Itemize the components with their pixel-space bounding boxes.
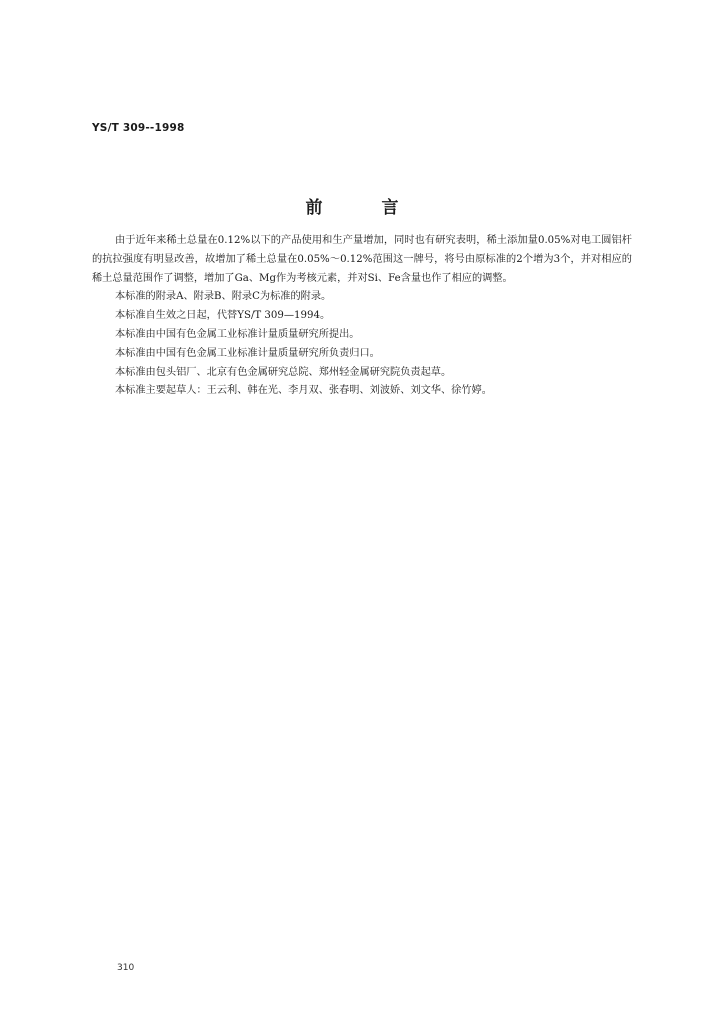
paragraph-7: 本标准主要起草人：王云利、韩在光、李月双、张春明、刘波娇、刘文华、徐竹婷。 (115, 385, 492, 397)
paragraph-4: 本标准由中国有色金属工业标准计量质量研究所提出。 (115, 328, 360, 340)
standard-code: YS/T 309--1998 (92, 122, 185, 134)
page-number: 310 (117, 963, 135, 973)
page-title (0, 193, 705, 218)
paragraph-2: 本标准的附录A、附录B、附录C为标准的附录。 (115, 291, 332, 303)
title-part-2: 言 (381, 198, 400, 218)
foreword-body (92, 232, 632, 401)
paragraph-5: 本标准由中国有色金属工业标准计量质量研究所负责归口。 (115, 347, 380, 359)
title-part-1: 前 (305, 198, 324, 218)
paragraph-1: 由于近年来稀土总量在0.12%以下的产品使用和生产量增加，同时也有研究表明，稀土添加量0.05%对电工圆铝杆的抗拉强度有明显改善，故增加了稀土总量在0.05%～0.12%范围这一牌号，将号由原标准的2个增为3个，并对相应的稀土总量范围作了调整，增加了Ga、Mg作为考核元素，并对Si、Fe含量也作了相应的调整。 (92, 235, 632, 284)
paragraph-6: 本标准由包头铝厂、北京有色金属研究总院、郑州轻金属研究院负责起草。 (115, 366, 452, 378)
paragraph-3: 本标准自生效之日起，代替YS/T 309—1994。 (115, 310, 331, 322)
